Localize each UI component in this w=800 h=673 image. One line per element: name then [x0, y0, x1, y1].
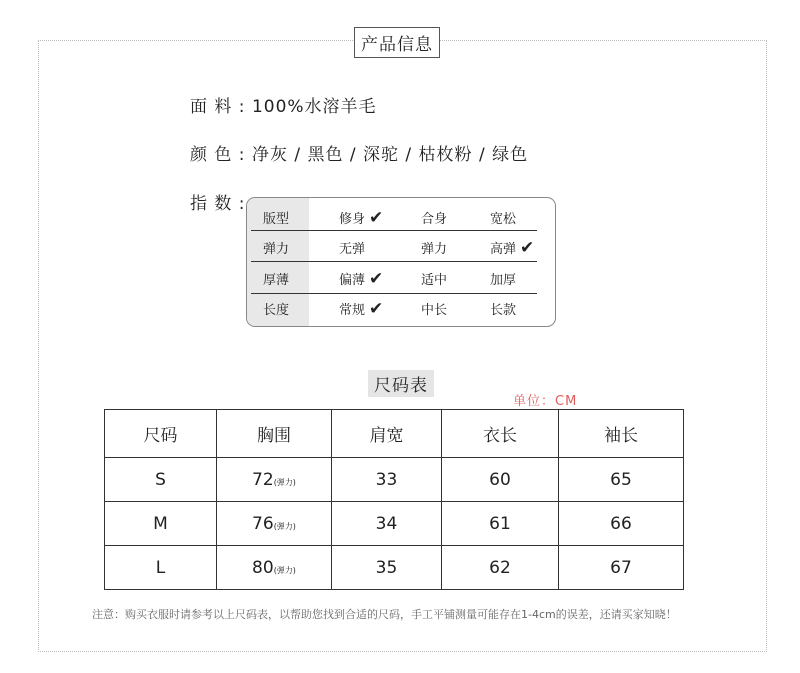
material-label: 面 料 : [190, 97, 246, 117]
index-option: 加厚 [490, 273, 517, 288]
index-divider [251, 230, 537, 231]
chest-cell: 72(弹力) [217, 458, 332, 502]
material-value: 100%水溶羊毛 [251, 97, 377, 117]
index-category: 版型 [263, 212, 290, 227]
elastic-note: (弹力) [273, 477, 296, 487]
header-cell: 袖长 [559, 410, 684, 458]
shoulder-cell: 34 [332, 502, 442, 546]
header-cell: 尺码 [105, 410, 217, 458]
index-option: 合身 [421, 212, 448, 227]
index-divider [251, 293, 537, 294]
index-table [246, 197, 556, 327]
size-cell: S [105, 458, 217, 502]
size-cell: L [105, 546, 217, 590]
size-table [104, 409, 684, 590]
header-cell: 肩宽 [332, 410, 442, 458]
material-row [190, 92, 377, 117]
length-cell: 62 [442, 546, 559, 590]
color-label: 颜 色 : [190, 145, 246, 165]
table-row [105, 502, 684, 546]
index-option: 中长 [421, 303, 448, 318]
sleeve-cell: 67 [559, 546, 684, 590]
index-divider [251, 261, 537, 262]
check-icon: ✔ [520, 238, 535, 258]
index-option: 修身 ✔ [339, 208, 384, 228]
shoulder-cell: 35 [332, 546, 442, 590]
check-icon: ✔ [369, 208, 384, 228]
length-cell: 60 [442, 458, 559, 502]
elastic-note: (弹力) [273, 565, 296, 575]
elastic-note: (弹力) [273, 521, 296, 531]
index-option: 无弹 [339, 242, 366, 257]
index-option: 弹力 [421, 242, 448, 257]
chest-cell: 80(弹力) [217, 546, 332, 590]
header-cell: 衣长 [442, 410, 559, 458]
sleeve-cell: 65 [559, 458, 684, 502]
check-icon: ✔ [369, 269, 384, 289]
color-value: 净灰 / 黑色 / 深驼 / 枯枚粉 / 绿色 [251, 145, 529, 165]
index-category: 弹力 [263, 242, 290, 257]
index-category: 长度 [263, 303, 290, 318]
index-option: 适中 [421, 273, 448, 288]
size-cell: M [105, 502, 217, 546]
chest-cell: 76(弹力) [217, 502, 332, 546]
sleeve-cell: 66 [559, 502, 684, 546]
check-icon: ✔ [369, 299, 384, 319]
header-cell: 胸围 [217, 410, 332, 458]
shoulder-cell: 33 [332, 458, 442, 502]
size-table-header [105, 410, 684, 458]
index-option: 常规 ✔ [339, 299, 384, 319]
index-option: 长款 [490, 303, 517, 318]
index-label: 指 数 : [190, 194, 246, 214]
unit-label: 单位：CM [513, 394, 578, 409]
index-category: 厚薄 [263, 273, 290, 288]
table-row [105, 458, 684, 502]
color-row [190, 140, 528, 165]
measurement-note: 注意：购买衣服时请参考以上尺码表，以帮助您找到合适的尺码，手工平铺测量可能存在1-4cm的误差，还请买家知晓！ [92, 608, 677, 621]
index-option: 偏薄 ✔ [339, 269, 384, 289]
index-option: 宽松 [490, 212, 517, 227]
table-row [105, 546, 684, 590]
product-info-title: 产品信息 [354, 27, 440, 58]
index-option: 高弹 ✔ [490, 238, 535, 258]
length-cell: 61 [442, 502, 559, 546]
size-chart-title: 尺码表 [368, 370, 434, 397]
